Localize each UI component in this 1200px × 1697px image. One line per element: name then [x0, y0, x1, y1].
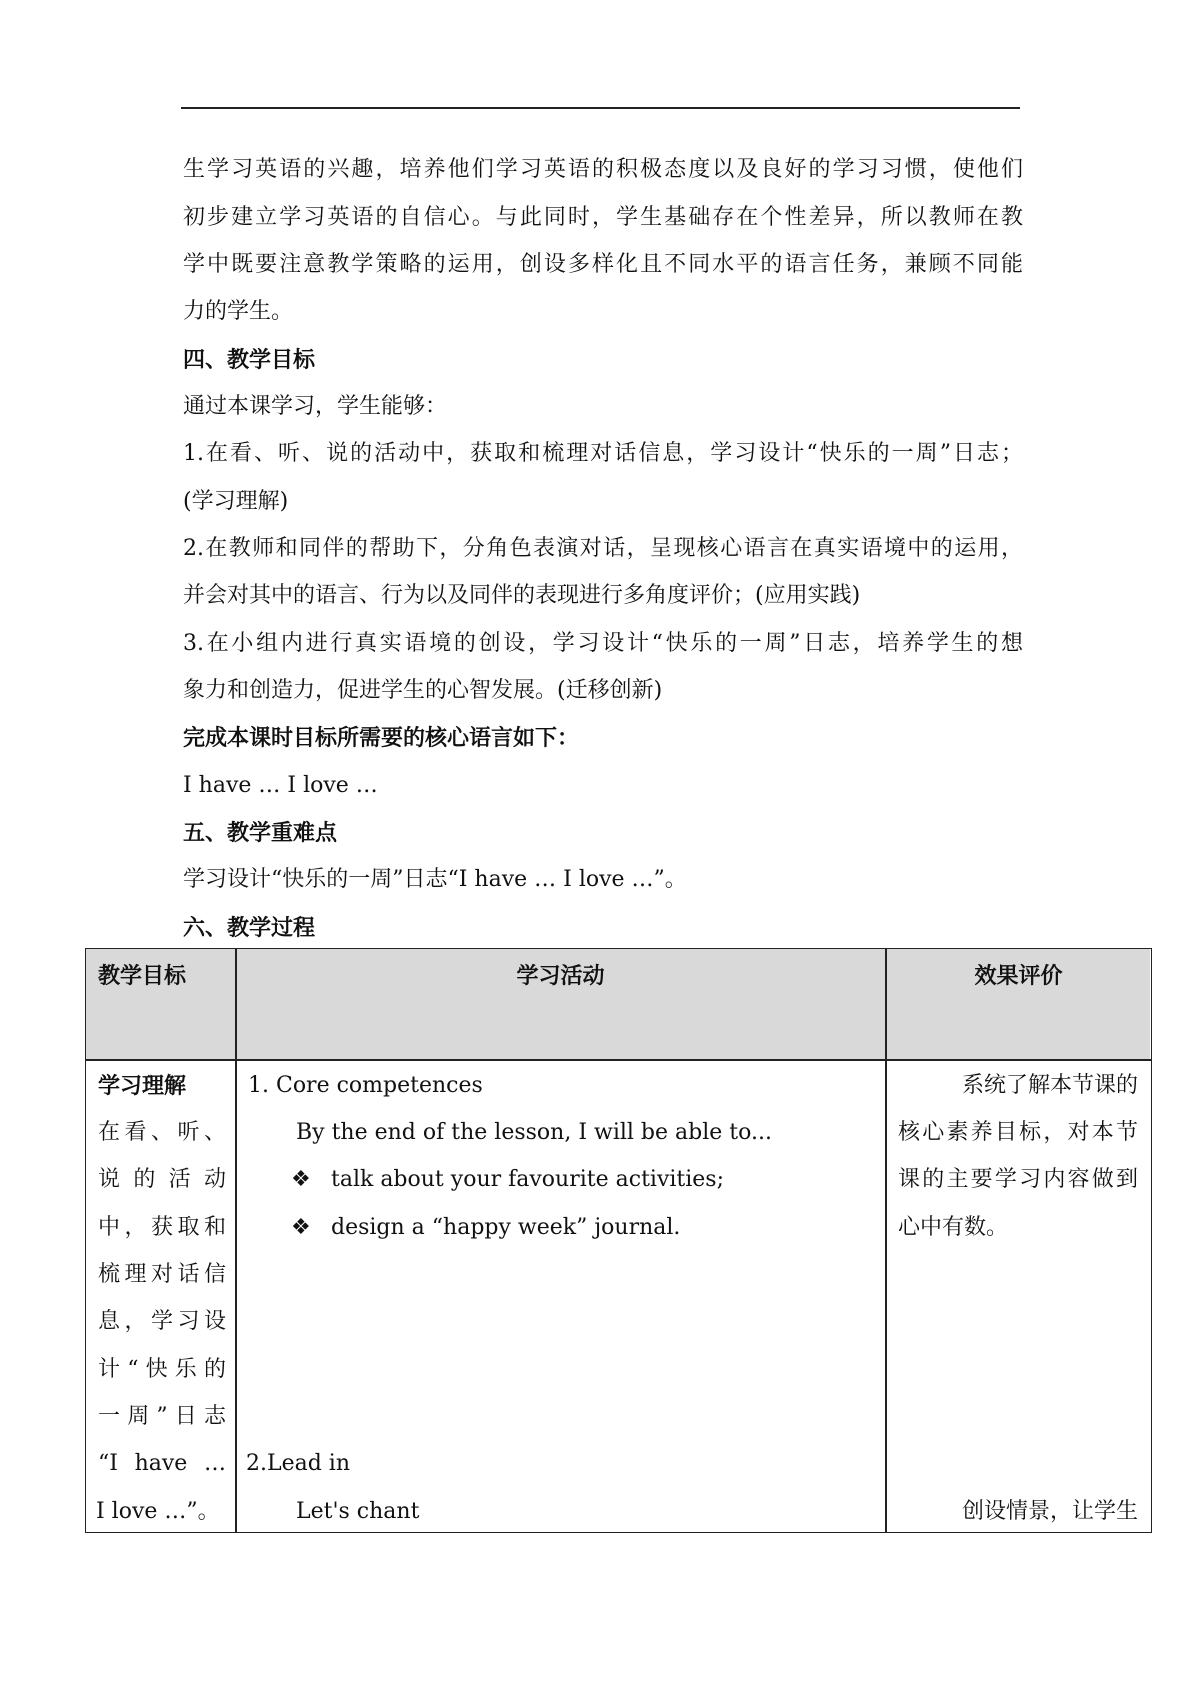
header-activity: 学习活动 [516, 963, 605, 989]
paragraph-line: 初步建立学习英语的自信心。与此同时，学生基础存在个性差异，所以教师在教 [183, 205, 1023, 230]
goal-line: “I have … [98, 1451, 226, 1476]
goal-line: 在看、听、 [98, 1120, 226, 1145]
objective-line: 并会对其中的语言、行为以及同伴的表现进行多角度评价；(应用实践) [183, 583, 861, 608]
section-heading: 五、教学重难点 [183, 820, 338, 846]
activity-item-title: 1. Core competences [248, 1073, 483, 1098]
core-language-heading: 完成本课时目标所需要的核心语言如下： [183, 725, 580, 751]
objective-line: 象力和创造力，促进学生的心智发展。(迁移创新) [183, 678, 663, 703]
header-evaluation: 效果评价 [974, 963, 1063, 989]
goal-title: 学习理解 [98, 1073, 187, 1099]
evaluation-line: 创设情景，让学生 [961, 1499, 1138, 1524]
teaching-process-table [85, 948, 1152, 1533]
goal-line: 息，学习设 [98, 1309, 226, 1334]
activity-subitem: Let's chant [296, 1499, 420, 1524]
goal-line: 一周”日志 [98, 1404, 226, 1429]
paragraph-line: 学中既要注意教学策略的运用，创设多样化且不同水平的语言任务，兼顾不同能 [183, 252, 1023, 277]
bullet-text: talk about your favourite activities; [331, 1167, 725, 1192]
objective-line: 2.在教师和同伴的帮助下，分角色表演对话，呈现核心语言在真实语境中的运用， [183, 536, 1023, 561]
goal-line: 说的活动 [98, 1167, 226, 1192]
bullet-text: design a “happy week” journal. [331, 1215, 681, 1240]
header-rule [181, 107, 1020, 109]
column-divider [235, 949, 237, 1532]
diamond-bullet-icon: ❖ [291, 1167, 311, 1192]
goal-line: 计“快乐的 [98, 1357, 226, 1382]
paragraph-line: 生学习英语的兴趣，培养他们学习英语的积极态度以及良好的学习习惯，使他们 [183, 157, 1023, 182]
evaluation-line: 系统了解本节课的 [961, 1073, 1138, 1098]
objective-line: 1.在看、听、说的活动中，获取和梳理对话信息，学习设计“快乐的一周”日志； [183, 441, 1023, 466]
activity-bullet [291, 1213, 680, 1243]
objective-line: (学习理解) [183, 489, 289, 514]
goal-line: I love …”。 [96, 1499, 220, 1524]
evaluation-line: 核心素养目标，对本节 [898, 1120, 1138, 1145]
goal-line: 中，获取和 [98, 1215, 226, 1240]
row-divider [86, 1059, 1151, 1061]
diamond-bullet-icon: ❖ [291, 1215, 311, 1240]
evaluation-line: 心中有数。 [898, 1215, 1009, 1240]
section-text: 学习设计“快乐的一周”日志“I have … I love …”。 [183, 867, 687, 892]
activity-bullet [291, 1165, 724, 1195]
core-language: I have … I love … [183, 773, 378, 798]
section-intro: 通过本课学习，学生能够： [183, 394, 448, 419]
column-divider [885, 949, 887, 1532]
evaluation-line: 课的主要学习内容做到 [898, 1167, 1138, 1192]
objective-line: 3.在小组内进行真实语境的创设，学习设计“快乐的一周”日志，培养学生的想 [183, 631, 1023, 656]
goal-line: 梳理对话信 [98, 1262, 226, 1287]
activity-intro: By the end of the lesson, I will be able to... [296, 1120, 772, 1145]
header-goal: 教学目标 [98, 963, 187, 989]
section-heading: 四、教学目标 [183, 347, 316, 373]
section-heading: 六、教学过程 [183, 915, 316, 941]
paragraph-line: 力的学生。 [183, 299, 294, 324]
activity-item-title: 2.Lead in [246, 1451, 351, 1476]
